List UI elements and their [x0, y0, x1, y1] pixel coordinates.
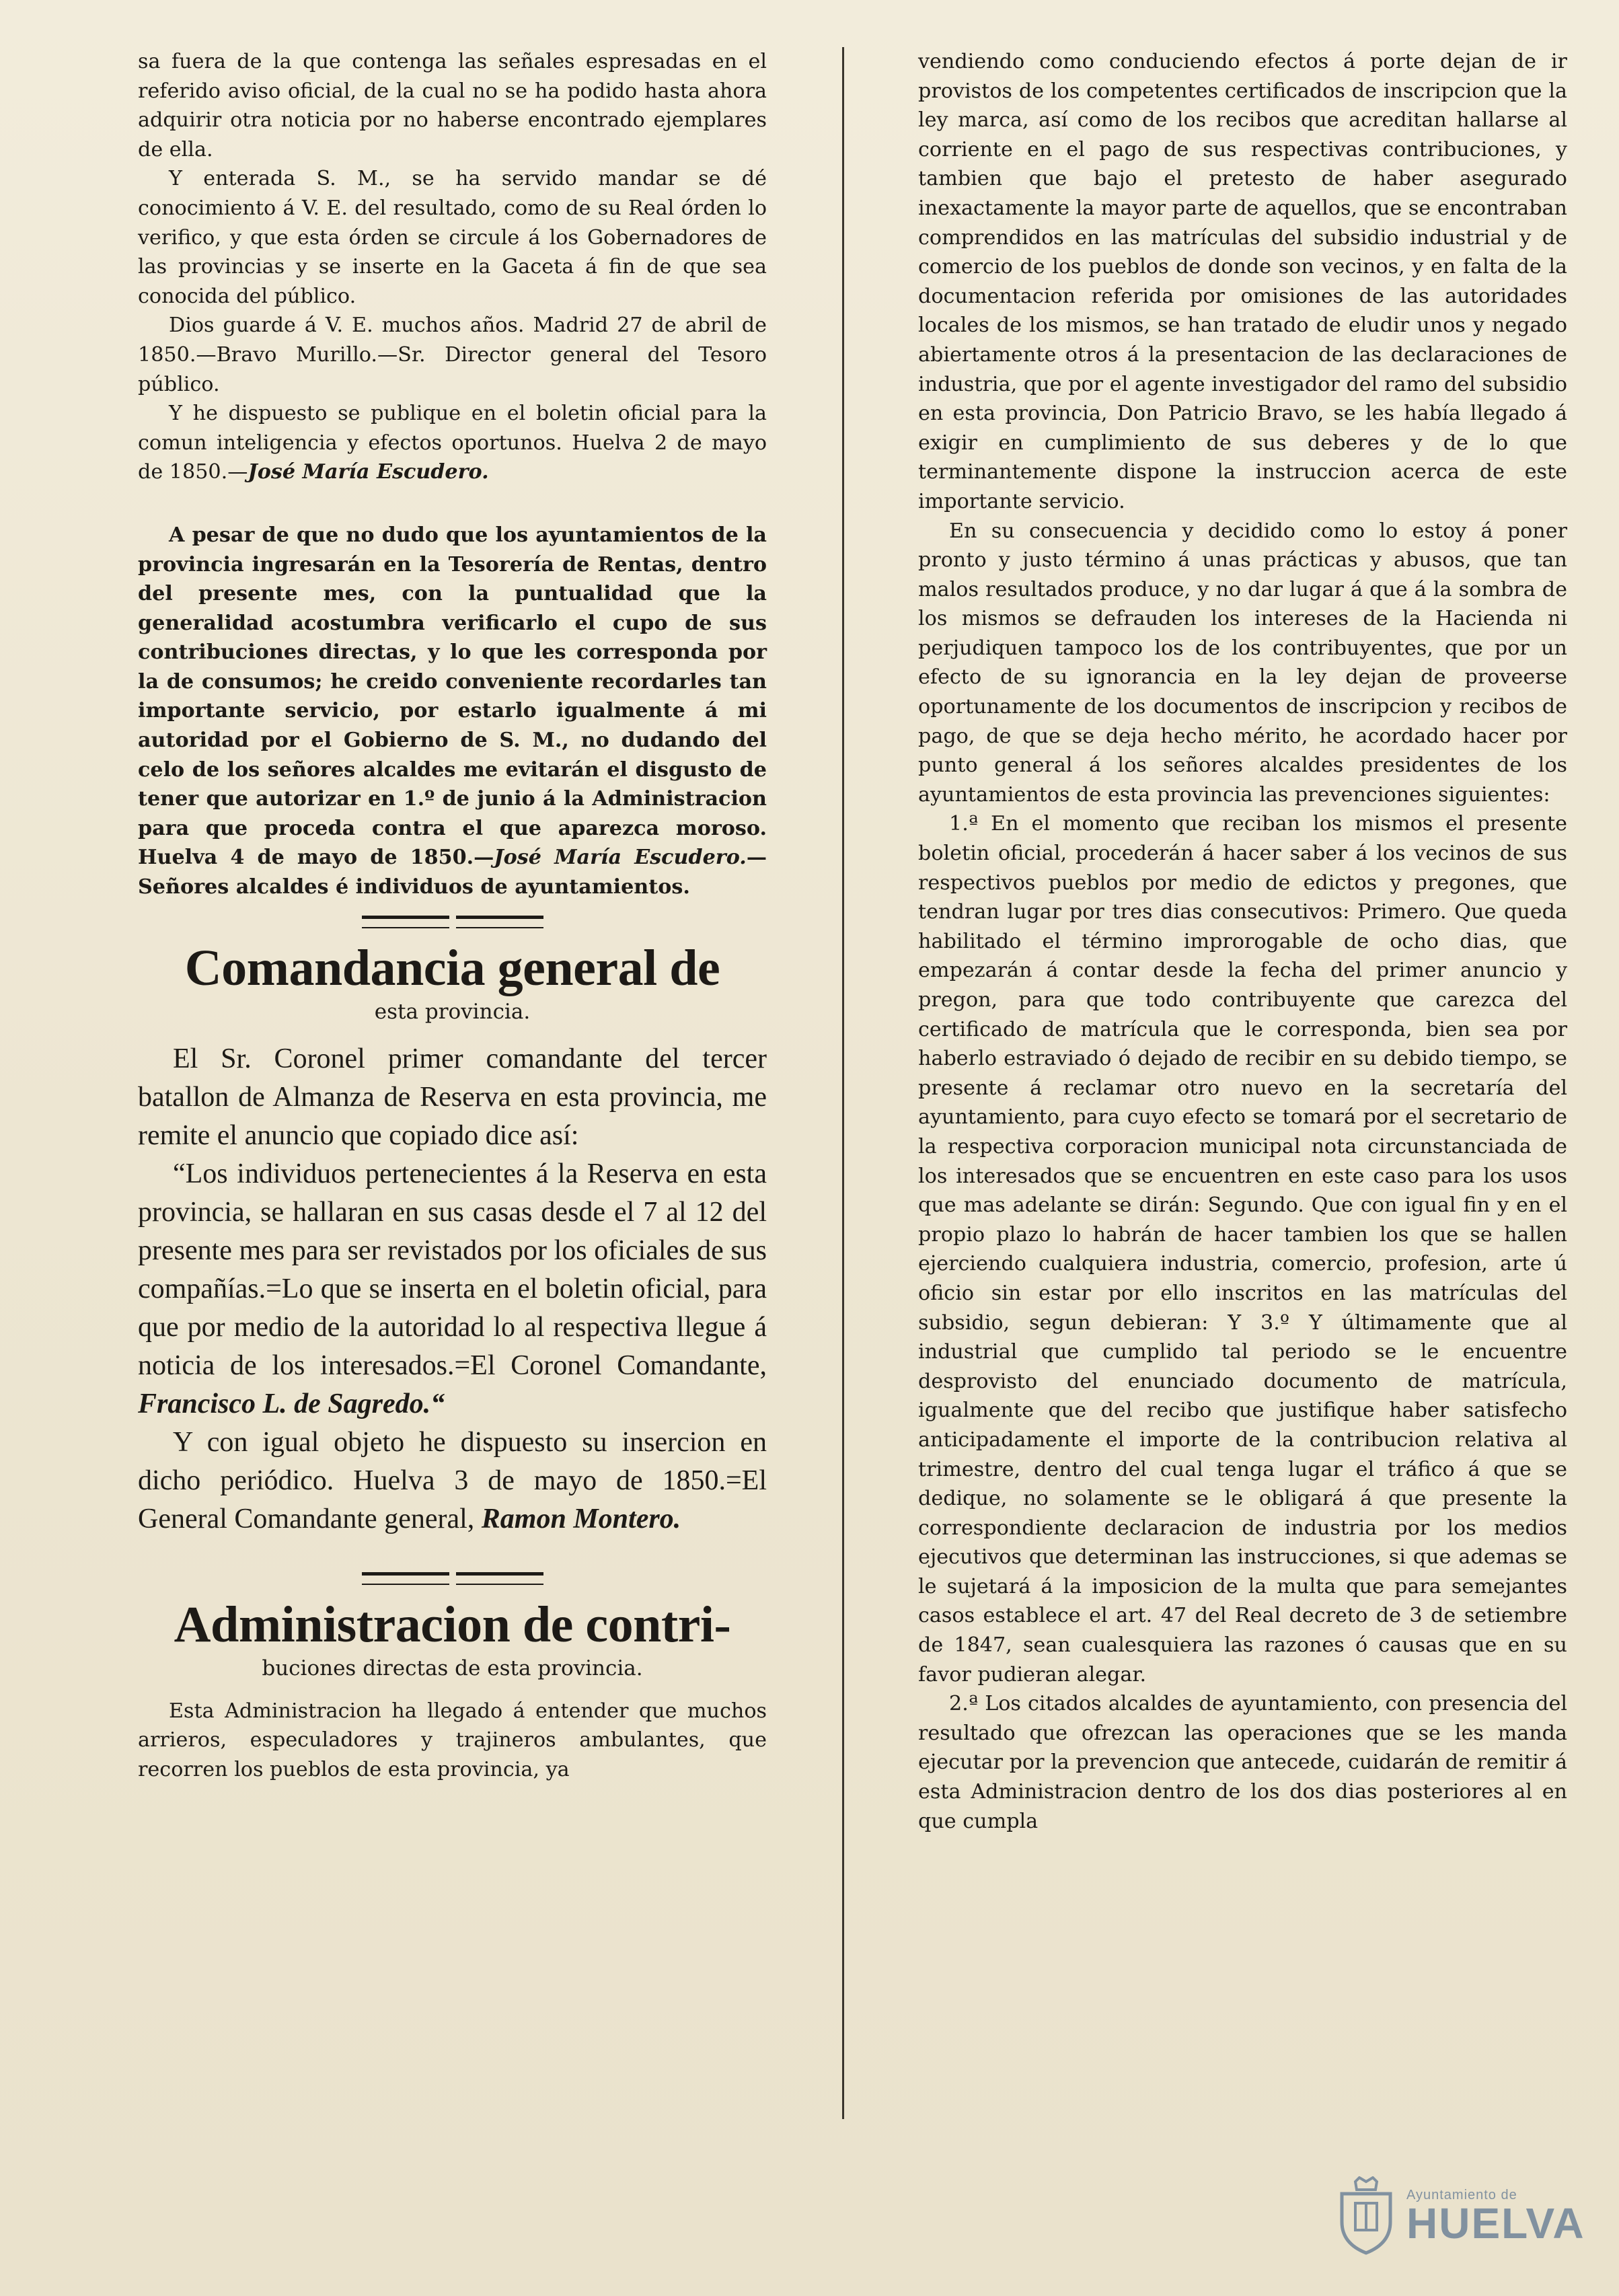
signature: Francisco L. de Sagredo.“	[138, 1388, 445, 1419]
watermark-line1: Ayuntamiento de	[1406, 2188, 1517, 2202]
huelva-watermark-logo	[1335, 2176, 1585, 2256]
section-heading-comandancia: Comandancia general de	[184, 939, 720, 996]
paragraph-prevencion-1: 1.ª En el momento que reciban los mismos el presente boletin oficial, procederán á hacer saber á los vecinos de sus respectivos pueblos por medio de edictos y pregones, que tendran lugar por tres dias consecutivos: Primero. Que queda habilitado el término improrogable de ocho dias, que empezarán á contar desde la fecha del primer anuncio y pregon, para que todo contribuyente que carezca del certificado de matrícula que le corresponda, bien sea por haberlo estraviado ó dejado de recibir en su debido tiempo, se presente á reclamar otro nuevo en la secretaría del ayuntamiento, para cuyo efecto se tomará por el secretario de la respectiva corporacion municipal nota circunstanciada de los interesados que se encuentren en este caso para los usos que mas adelante se dirán: Segundo. Que con igual fin y en el propio plazo lo habrán de hacer tambien los que se hallen ejerciendo cualquiera industria, comercio, profesion, arte ú oficio sin estar por ello inscritos en las matrículas del subsidio, segun debieran: Y 3.º Y últimamente que al industrial que cumplido tal periodo se le encuentre desprovisto del enunciado documento de matrícula, igualmente que del recibo que justifique haber satisfecho anticipadamente el importe de la contribucion relativa al trimestre, dentro del cual tenga lugar el tráfico á que se dedique, no solamente se le obligará á que presente la correspondiente declaracion de industria por los medios ejecutivos que determinan las instrucciones, si que ademas se le sujetará á la imposicion de la multa que para semejantes casos establece el art. 47 del Real decreto de 3 de setiembre de 1847, sean cualesquiera las razones ó causas que en su favor pudieran alegar.	[918, 812, 1567, 1687]
paragraph-coronel: El Sr. Coronel primer comandante del tercer batallon de Almanza de Reserva en esta provincia, me remite el anuncio que copiado dice así:	[138, 1043, 767, 1151]
paragraph-text: —Señores alcaldes é individuos de ayuntamientos.	[138, 846, 767, 899]
left-column	[138, 47, 767, 1784]
separator-bar	[456, 1572, 543, 1585]
signature: José María Escudero.	[494, 846, 747, 870]
paragraph-text: Y he dispuesto se publique en el boletin oficial para la comun inteligencia y efectos oportunos. Huelva 2 de mayo de 1850.—	[138, 402, 767, 484]
paragraph-text: Y con igual objeto he dispuesto su insercion en dicho periódico. Huelva 3 de mayo de 1850.=El General Comandante general,	[138, 1426, 767, 1534]
paragraph-arrieros: Esta Administracion ha llegado á entender que muchos arrieros, especuladores y trajineros ambulantes, que recorren los pueblos de esta provincia, ya	[138, 1699, 767, 1781]
paragraph-reserva-anuncio	[138, 1155, 767, 1423]
column-divider	[842, 47, 844, 2119]
watermark-line2: HUELVA	[1406, 2199, 1585, 2248]
paragraph-boletin-publica	[138, 399, 767, 487]
signature: Ramon Montero.	[481, 1503, 681, 1534]
separator-bar	[362, 916, 449, 928]
signature: José María Escudero.	[248, 460, 489, 484]
paragraph-dios-guarde: Dios guarde á V. E. muchos años. Madrid 27 de abril de 1850.—Bravo Murillo.—Sr. Director general del Tesoro público.	[138, 313, 767, 396]
section-heading-administracion: Administracion de contri-	[174, 1596, 731, 1653]
paragraph-aviso-end: sa fuera de la que contenga las señales espresadas en el referido aviso oficial, de la cual no se ha podido hasta ahora adquirir otra noticia por no haberse encontrado ejemplares de ella.	[138, 50, 767, 161]
right-column	[918, 47, 1567, 1836]
paragraph-ayuntamientos-notice	[138, 521, 767, 902]
paragraph-text: A pesar de que no dudo que los ayuntamientos de la provincia ingresarán en la Tesorería de Rentas, dentro del presente mes, con la puntualidad que la generalidad acostumbra verificarlo el cupo de sus contribuciones directas, y lo que les corresponda por la de consumos; he creido conveniente recordarles tan importante servicio, por estarlo igualmente á mi autoridad por el Gobierno de S. M., no dudando del celo de los señores alcaldes me evitarán el disgusto de tener que autorizar en 1.º de junio á la Administracion para que proceda contra el que aparezca moroso. Huelva 4 de mayo de 1850.—	[138, 523, 767, 870]
separator-bar	[456, 916, 543, 928]
section-subheading: esta provincia.	[374, 999, 531, 1024]
paragraph-text: “Los individuos pertenecientes á la Reserva en esta provincia, se hallaran en sus casas desde el 7 al 12 del presente mes para ser revistados por los oficiales de sus compañías.=Lo que se inserta en el boletin oficial, para que por medio de la autoridad lo al respectiva llegue á noticia de los interesados.=El Coronel Comandante,	[138, 1158, 767, 1381]
spacer	[138, 487, 767, 521]
paragraph-prevencion-2: 2.ª Los citados alcaldes de ayuntamiento, con presencia del resultado que ofrezcan las operaciones que se les manda ejecutar por la prevencion que antecede, cuidarán de remitir á esta Administracion dentro de los dos dias posteriores al en que cumpla	[918, 1692, 1567, 1833]
paragraph-continuation: vendiendo como conduciendo efectos á porte dejan de ir provistos de los competentes certificados de inscripcion que la ley marca, así como de los recibos que acreditan hallarse al corriente en el pago de sus respectivas contribuciones, y tambien que bajo el pretesto de haber asegurado inexactamente la mayor parte de aquellos, que se encontraban comprendidos en las matrículas del subsidio industrial y de comercio de los pueblos de donde son vecinos, y en falta de la documentacion referida por omisiones de las autoridades locales de los mismos, se han tratado de eludir unos y negado abiertamente otros á la presentacion de las declaraciones de industria, que por el agente investigador del ramo del subsidio en esta provincia, Don Patricio Bravo, se les había llegado á exigir en cumplimiento de sus deberes y de lo que terminantemente dispone la instruccion acerca de este importante servicio.	[918, 50, 1567, 513]
section-subheading: buciones directas de esta provincia.	[262, 1656, 643, 1680]
separator-bar	[362, 1572, 449, 1585]
section-separator	[138, 1572, 767, 1585]
coat-of-arms-icon	[1335, 2176, 1397, 2256]
paragraph-general-comandante	[138, 1423, 767, 1539]
paragraph-real-orden: Y enterada S. M., se ha servido mandar se dé conocimiento á V. E. del resultado, como de su Real órden lo verifico, y que esta órden se circule á los Gobernadores de las provincias y se inserte en la Gaceta á fin de que sea conocida del público.	[138, 167, 767, 308]
paragraph-consecuencia: En su consecuencia y decidido como lo estoy á poner pronto y justo término á unas prácticas y abusos, que tan malos resultados produce, y no dar lugar á que á la sombra de los mismos se defrauden los intereses de la Hacienda ni perjudiquen tampoco los de los contribuyentes, que por un efecto de su ignorancia en la ley dejan de proveerse oportunamente de los documentos de inscripcion y recibos de pago, de que se deja hecho mérito, he acordado hacer por punto general á los señores alcaldes presidentes de los ayuntamientos de esta provincia las prevenciones siguientes:	[918, 519, 1567, 807]
section-separator	[138, 916, 767, 928]
